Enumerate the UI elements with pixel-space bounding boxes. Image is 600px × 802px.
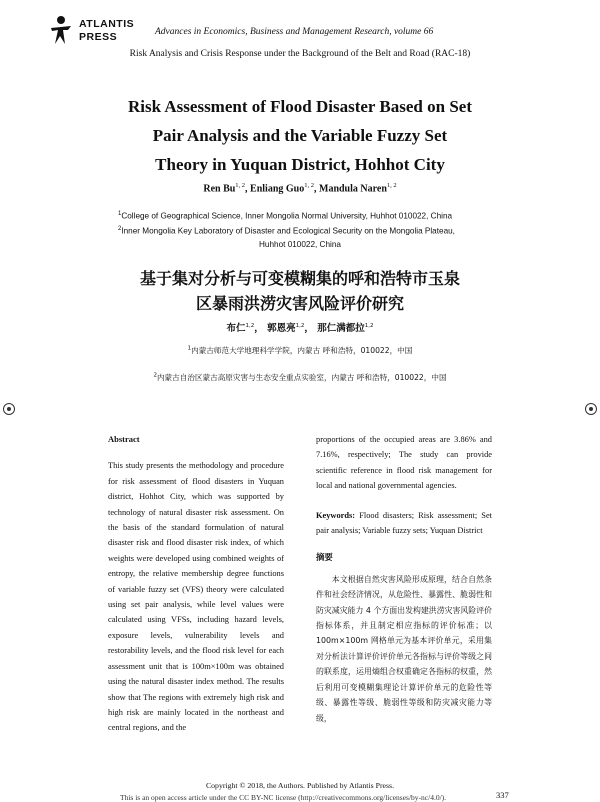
keywords bbox=[316, 508, 492, 539]
title-line: Theory in Yuquan District, Hohhot City bbox=[155, 155, 445, 174]
atlantis-figure-icon bbox=[46, 14, 76, 48]
registration-mark-icon bbox=[3, 403, 15, 415]
abstract-heading: Abstract bbox=[108, 434, 140, 444]
author-name: Enliang Guo bbox=[250, 183, 305, 195]
abstract-column-right bbox=[316, 432, 492, 726]
keywords-text: Flood disasters; Risk assessment; Set pair analysis; Variable fuzzy sets; Yuquan District bbox=[316, 510, 492, 536]
cn-title-line: 基于集对分析与可变模糊集的呼和浩特市玉泉 bbox=[139, 269, 460, 288]
license-line: This is an open access article under the CC BY-NC license (http://creativecommons.org/licenses/by-nc/4.0/). bbox=[120, 793, 447, 802]
abstract-text: This study presents the methodology and procedure for risk assessment of flood disasters in Yuquan district, Hohhot City, which was supported by technology of natural disaster risk assessment. On the basis of the standard formulation of natural disaster risk and flood disaster risk index, of which weights were developed using combined weights of entropy, the relative membership degree functions of variable fuzzy set (VFS) theory were calculated using set pair analysis, while level values were calculated using VFSs, including hazard levels, exposure levels, vulnerability levels and restorability levels, and the flood risk level for each assessment unit that is 100m×100m was obtained using the natural disaster index method. The results show that The regions with extremely high risk and high risk are mainly located in the northeast and central regions, and the bbox=[108, 461, 284, 733]
title-line: Pair Analysis and the Variable Fuzzy Set bbox=[152, 126, 448, 145]
cn-author-list: 布仁$^{1,2}$， 郭恩亮$^{1,2}$， 那仁满都拉$^{1,2}$ bbox=[226, 322, 374, 334]
registration-mark-icon bbox=[585, 403, 597, 415]
title-line: Risk Assessment of Flood Disaster Based on Set bbox=[128, 97, 472, 116]
cn-abstract-text: 本文根据自然灾害风险形成原理，结合自然条件和社会经济情况，从危险性、暴露性、脆弱性和防灾减灾能力 4 个方面出发构建洪涝灾害风险评价指标体系，并且制定相应指标的评价标准；以100m×100m 网格单元为基本评价单元，采用集对分析法计算评价评价单元各指标与评价等级之间的联系度，运用熵组合权重确定各指标的权重，然后利用可变模糊集理论计算评价单元的危险性等级、暴露性等级、脆弱性等级和防灾减灾能力等级， bbox=[316, 574, 492, 723]
journal-title: Advances in Economics, Business and Management Research, volume 66 bbox=[155, 27, 434, 37]
author-name: Ren Bu bbox=[203, 183, 236, 195]
paper-title bbox=[60, 92, 540, 179]
affiliation-2: $^2$Inner Mongolia Key Laboratory of Disaster and Ecological Security on the Mongolia Plateau, bbox=[118, 226, 455, 236]
affiliation-1: $^1$College of Geographical Science, Inner Mongolia Normal University, Huhhot 010022, China bbox=[118, 211, 453, 221]
publisher-logo bbox=[46, 14, 136, 54]
cn-paper-title bbox=[60, 266, 540, 316]
keywords-label: Keywords: bbox=[316, 510, 356, 520]
affiliation-2-cont: Huhhot 010022, China bbox=[259, 240, 341, 249]
cn-affiliation-1: $^1$内蒙古师范大学地理科学学院，内蒙古 呼和浩特，010022，中国 bbox=[187, 345, 413, 355]
cn-abstract-heading: 摘要 bbox=[316, 552, 333, 563]
running-head: Risk Analysis and Crisis Response under the Background of the Belt and Road (RAC-18) bbox=[129, 49, 471, 59]
author-name: Mandula Naren bbox=[319, 183, 387, 195]
publisher-logo-text: ATLANTIS PRESS bbox=[79, 18, 135, 43]
cn-affiliation-2: $^2$内蒙古自治区蒙古高原灾害与生态安全重点实验室，内蒙古 呼和浩特，010022，中国 bbox=[153, 372, 447, 382]
abstract-column-left bbox=[108, 432, 284, 736]
author-list: Ren Bu$^{1, 2}$, Enliang Guo$^{1, 2}$, Mandula Naren$^{1, 2}$ bbox=[203, 182, 397, 195]
cn-title-line: 区暴雨洪涝灾害风险评价研究 bbox=[195, 294, 404, 313]
abstract-text-cont: proportions of the occupied areas are 3.86% and 7.16%, respectively; The study can provide scientific reference in flood risk management for local and national governmental agencies. bbox=[316, 435, 492, 491]
copyright-line: Copyright © 2018, the Authors. Published by Atlantis Press. bbox=[205, 781, 395, 790]
page-number: 337 bbox=[496, 790, 509, 800]
